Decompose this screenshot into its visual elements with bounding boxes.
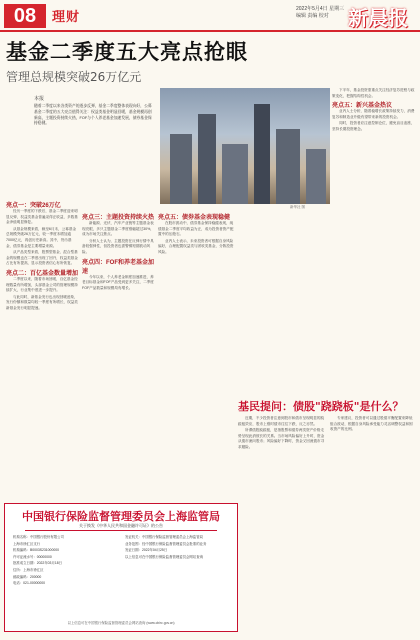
ad-footer: 以上信息可在中国银行保险监督管理委员会网站查询 (www.cbirc.gov.cn) [67, 621, 175, 625]
feature-title: 基民提问：债股"跷跷板"是什么？ [238, 400, 404, 413]
paragraph: 下半年，基金投资需重点关注经济复苏进程与政策变化，把握结构性机会。 [332, 88, 415, 98]
ad-subtitle: 关于换发《中华人民共和国金融许可证》的公告 [79, 523, 163, 528]
section-heading: 亮点三：主题投资持续火热 [82, 215, 154, 221]
article-abstract: 随着二季度以来各类资产的逐步反弹，基金二季度整体表现向好，公募基金二季度的五大亮点值得关注：权益类基金明显回暖，基金规模再创新高，主题投资持续火热，FOF与个人养老基金加速发展，债券基金保持稳健。 [34, 104, 152, 126]
article-photo [160, 88, 330, 204]
article-column-2 [82, 212, 154, 500]
paragraph: 专家建议，投资者可以通过股债平衡配置来降低组合波动，根据自身风险承受能力灵活调整权益和固收资产的比例。 [330, 416, 413, 432]
paragraph: 业内人士表示，未来投资者可根据自身风险偏好，合理配置权益类与固收类基金，分散投资风险。 [158, 238, 234, 254]
paragraph: 二季度以来，随着市场回暖，百亿基金经理数量有所增加，头部基金公司的管理规模持续扩大，行业集中度进一步提升。 [6, 276, 78, 293]
section-heading: 亮点一：突破26万亿 [6, 203, 61, 209]
photo-credit: 新华社 图 [290, 205, 305, 209]
editor-line: 编辑 责编 校对 [296, 13, 329, 19]
header-divider [0, 30, 420, 32]
article-author: 本报 [34, 96, 45, 102]
ad-line: 发证机关：中国银行保险监督管理委员会上海监管局 [125, 535, 203, 539]
section-heading: 亮点二：百亿基金数量增加 [6, 270, 78, 277]
article-title: 基金二季度五大亮点抢眼 [6, 40, 248, 64]
ad-line: 许可证流水号：00000000 [13, 554, 52, 559]
ad-right-column [125, 534, 229, 560]
article-column-3 [158, 212, 234, 500]
paragraph: 业内人士分析，随着稳增长政策持续发力，消费复苏和制造业升级有望带来新的投资机会。 [332, 109, 415, 119]
paragraph: 同时，投资者应注意控制仓位，避免盲目追涨，坚持长期投资理念。 [332, 121, 415, 131]
paragraph: 今年以来，个人养老金制度加速推进，养老目标基金和FOF产品受到更多关注，二季度FOF产品数量和规模均有增长。 [82, 274, 154, 290]
paragraph: 新能源、光伏、汽车产业链等主题基金表现亮眼，多只主题基金二季度涨幅超过30%，成为市场关注焦点。 [82, 221, 154, 237]
ad-line: 住所：上海市徐汇区 [13, 567, 44, 572]
ad-left-column [13, 534, 117, 587]
paragraph: 分析人士认为，主题投资在反弹行情中具备较强弹性，但投资者也需警惕短期波动风险。 [82, 238, 154, 254]
paragraph: 从产品类型来看，股票型基金、混合型基金的规模也在二季度出现了回升，权益类基金占比有所提高，显示投资者信心有所恢复。 [6, 250, 78, 266]
paragraph: 经历一季度的下跌后，基金二季度迎来明显反弹，权益类基金普遍录得正收益，多数基金净值明显修复。 [6, 209, 78, 225]
ad-line: 机构编码：B0003S231000000 [13, 548, 59, 553]
newspaper-logo: 新晨报 [348, 6, 408, 30]
paragraph: 所谓债股跷跷板，是指股票和债券两类资产价格走势呈现此消彼长的关系。当市场风险偏好上升时，资金从债市流向股市；风险偏好下降时，资金又回流债市寻求避险。 [238, 428, 325, 449]
paragraph: 近期，不少投资者注意到股市和债市呈现明显的跷跷板效应，股市上涨时债市往往下跌，反之亦然。 [238, 416, 325, 426]
section-heading: 亮点五：债券基金表现稳健 [158, 215, 231, 221]
article-subtitle: 管理总规模突破26万亿元 [6, 70, 142, 84]
ad-title: 中国银行保险监督管理委员会上海监管局 [22, 510, 220, 523]
ad-line: 发证日期：2022年04月25日 [125, 548, 168, 553]
paragraph: 从基金规模来看，截至6月末，公募基金总规模突破26万亿元，较一季度末增加逾7000亿元，再创历史新高。其中，货币基金、债券基金是主要增量来源。 [6, 226, 77, 248]
page-number: 08 [4, 4, 46, 28]
ad-line: 上海市徐汇区支行 [13, 541, 41, 546]
paragraph: 在股市波动中，债券基金保持稳健表现，纯债基金二季度平均收益为正，成为投资者资产配置中的压舱石。 [158, 221, 234, 237]
article-column-1 [6, 200, 78, 500]
ad-line: 机构名称：中国银行股份有限公司 [13, 535, 64, 539]
sidebar-column [332, 88, 416, 388]
ad-line: 邮政编码：200000 [13, 574, 42, 579]
date-info [296, 6, 344, 20]
sidebar-heading: 亮点五：新兴基金热议 [332, 103, 393, 110]
ad-line: 以上信息可在中国银行保险监督管理委员会网站查询 [125, 554, 203, 559]
ad-line: 电话：021-00000000 [13, 581, 46, 586]
feature-column-2 [330, 416, 416, 634]
section-heading: 亮点四：FOF和养老基金加速 [82, 259, 154, 275]
paragraph: 与此同时，新基金发行也出现回暖迹象，发行份额和数量均较一季度有所增长，权益类新基金发行明显提速。 [6, 294, 78, 310]
feature-column-1 [238, 416, 326, 634]
bank-notice-ad [4, 503, 238, 632]
section-title: 理财 [52, 9, 81, 24]
ad-line: 业务范围：经中国银行保险监督管理委员会批准的业务 [125, 541, 207, 546]
date-line: 2022年5月4日 星期三 [296, 6, 345, 12]
ad-divider [25, 530, 217, 531]
ad-line: 批准成立日期：2022年03月18日 [13, 561, 62, 566]
